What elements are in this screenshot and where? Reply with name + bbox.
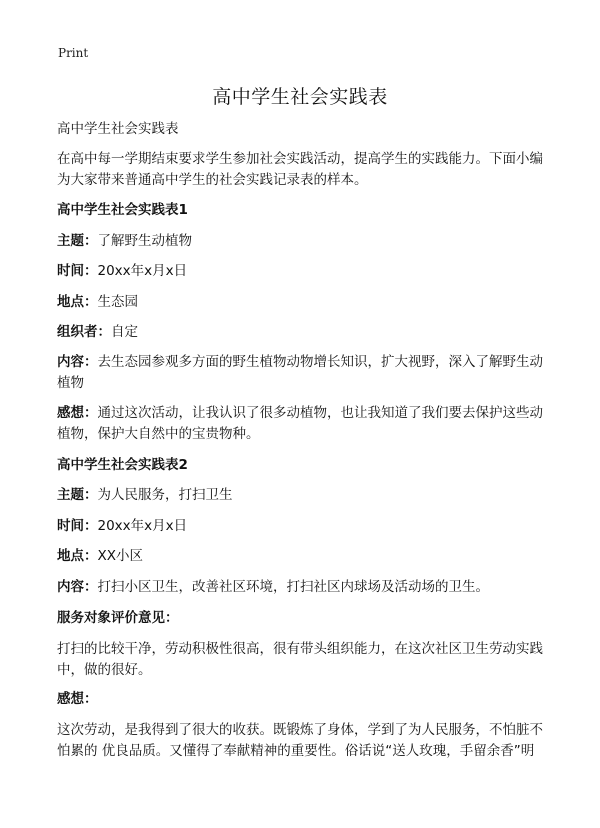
print-link[interactable]: Print [58, 46, 89, 60]
form1-place-row [57, 292, 547, 313]
form1-feeling-value: 通过这次活动，让我认识了很多动植物，也让我知道了我们要去保护这些动植物，保护大自然中的宝贵物种。 [57, 405, 543, 442]
form2-theme-label: 主题： [57, 487, 98, 503]
form2-feeling-label: 感想： [57, 691, 98, 707]
form2-feeling-heading [57, 689, 547, 710]
form2-heading-text: 高中学生社会实践表2 [57, 457, 188, 473]
form1-heading [57, 200, 547, 221]
form2-evaluation-label: 服务对象评价意见： [57, 610, 179, 626]
subtitle [57, 119, 547, 140]
form1-time-label: 时间： [57, 263, 98, 279]
intro-paragraph [57, 149, 547, 191]
form2-feeling-text: 这次劳动，是我得到了很大的收获。既锻炼了身体，学到了为人民服务，不怕脏不怕累的 优良品质。又懂得了奉献精神的重要性。俗话说“送人玫瑰，手留余香”明 [57, 722, 543, 759]
form1-organizer-label: 组织者： [57, 324, 111, 340]
form2-content-value: 打扫小区卫生，改善社区环境，打扫社区内球场及活动场的卫生。 [97, 579, 489, 595]
form2-feeling-paragraph [57, 720, 547, 762]
form2-content-label: 内容： [57, 579, 98, 595]
intro-text: 在高中每一学期结束要求学生参加社会实践活动，提高学生的实践能力。下面小编为大家带来普通高中学生的社会实践记录表的样本。 [57, 151, 543, 188]
form1-theme-value: 了解野生动植物 [97, 233, 192, 249]
form2-heading [57, 455, 547, 476]
form1-content-row [57, 352, 547, 394]
form2-place-row [57, 546, 547, 567]
form1-feeling-label: 感想： [57, 405, 98, 421]
form1-content-label: 内容： [57, 354, 98, 370]
form2-content-row [57, 577, 547, 598]
form1-content-value: 去生态园参观多方面的野生植物动物增长知识，扩大视野，深入了解野生动植物 [57, 354, 543, 391]
subtitle-text: 高中学生社会实践表 [57, 121, 179, 137]
form1-theme-label: 主题： [57, 233, 98, 249]
form1-time-row [57, 261, 547, 282]
form2-place-value: XX小区 [97, 548, 143, 564]
form2-time-label: 时间： [57, 518, 98, 534]
form2-evaluation-heading [57, 608, 547, 629]
page-title: 高中学生社会实践表 [212, 86, 388, 108]
form2-time-value: 20xx年x月x日 [97, 518, 188, 534]
form2-evaluation-paragraph [57, 639, 547, 681]
form1-heading-text: 高中学生社会实践表1 [57, 202, 188, 218]
form2-place-label: 地点： [57, 548, 98, 564]
form1-organizer-row [57, 322, 547, 343]
form1-feeling-row [57, 403, 547, 445]
form2-theme-row [57, 485, 547, 506]
form2-theme-value: 为人民服务，打扫卫生 [97, 487, 233, 503]
form1-place-label: 地点： [57, 294, 98, 310]
form1-time-value: 20xx年x月x日 [97, 263, 188, 279]
form2-time-row [57, 516, 547, 537]
form1-place-value: 生态园 [97, 294, 138, 310]
form1-organizer-value: 自定 [111, 324, 138, 340]
form1-theme-row [57, 231, 547, 252]
form2-evaluation-text: 打扫的比较干净，劳动积极性很高，很有带头组织能力，在这次社区卫生劳动实践中，做的很好。 [57, 641, 543, 678]
